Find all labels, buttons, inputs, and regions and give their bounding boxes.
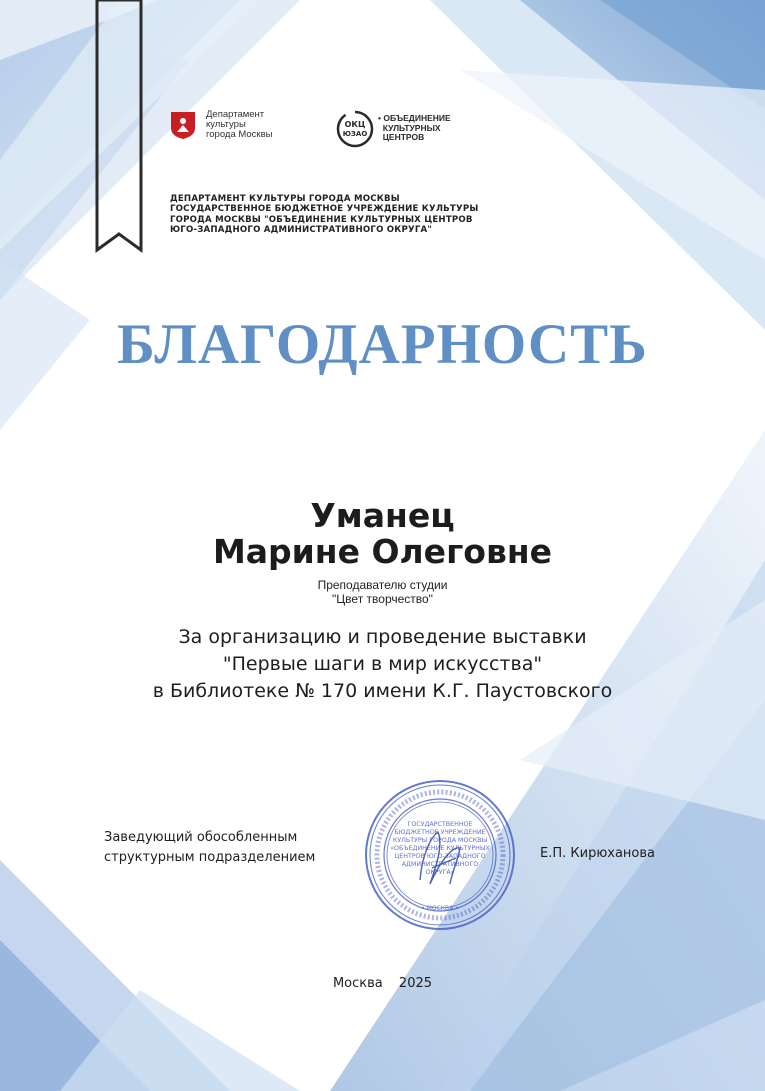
svg-text:ОКЦ: ОКЦ — [344, 120, 366, 129]
recipient-name: Марине Олеговне — [212, 532, 553, 571]
signatory-position — [104, 828, 315, 868]
org-line-4: ЮГО-ЗАПАДНОГО АДМИНИСТРАТИВНОГО ОКРУГА" — [170, 224, 433, 235]
svg-text:ОКРУГА»: ОКРУГА» — [425, 869, 455, 876]
okc-logo-icon — [333, 107, 377, 151]
footer-city: Москва — [332, 976, 383, 991]
recipient-role-line-2: "Цвет творчество" — [332, 592, 433, 606]
official-seal-stamp — [360, 776, 520, 934]
reason-line-1: За организацию и проведение выставки — [178, 626, 587, 648]
svg-text:• МОСКВА •: • МОСКВА • — [421, 905, 459, 912]
footer — [0, 976, 765, 991]
okc-logo-text: • ОБЪЕДИНЕНИЕ КУЛЬТУРНЫХ ЦЕНТРОВ — [378, 113, 451, 142]
svg-text:БЮДЖЕТНОЕ УЧРЕЖДЕНИЕ: БЮДЖЕТНОЕ УЧРЕЖДЕНИЕ — [394, 829, 486, 836]
reason-line-3: в Библиотеке № 170 имени К.Г. Паустовского — [152, 680, 613, 702]
recipient-role-line-1: Преподавателю студии — [317, 578, 448, 592]
svg-text:ЦЕНТРОВ ЮГО-ЗАПАДНОГО: ЦЕНТРОВ ЮГО-ЗАПАДНОГО — [394, 853, 486, 860]
org-line-2: ГОСУДАРСТВЕННОЕ БЮДЖЕТНОЕ УЧРЕЖДЕНИЕ КУЛЬТУРЫ — [170, 204, 479, 215]
svg-text:ЮЗАО: ЮЗАО — [342, 130, 368, 138]
moscow-department-logo-text: Департамент культуры города Москвы — [206, 109, 273, 140]
svg-text:ГОСУДАРСТВЕННОЕ: ГОСУДАРСТВЕННОЕ — [407, 821, 473, 828]
reason-line-2: "Первые шаги в мир искусства" — [222, 653, 543, 675]
svg-text:АДМИНИСТРАТИВНОГО: АДМИНИСТРАТИВНОГО — [401, 861, 479, 868]
org-line-3: ГОРОДА МОСКВЫ "ОБЪЕДИНЕНИЕ КУЛЬТУРНЫХ ЦЕНТРОВ — [170, 214, 473, 225]
signatory-position-line-2: структурным подразделением — [104, 850, 316, 865]
recipient-surname: Уманец — [310, 496, 455, 535]
signatory-position-line-1: Заведующий обособленным — [104, 830, 298, 845]
organization-header — [170, 194, 478, 235]
svg-text:«ОБЪЕДИНЕНИЕ КУЛЬТУРНЫХ: «ОБЪЕДИНЕНИЕ КУЛЬТУРНЫХ — [390, 845, 490, 852]
certificate-title: БЛАГОДАРНОСТЬ — [117, 313, 648, 376]
signatory-name: Е.П. Кирюханова — [540, 846, 656, 861]
moscow-coat-of-arms-icon — [168, 110, 198, 140]
org-line-1: ДЕПАРТАМЕНТ КУЛЬТУРЫ ГОРОДА МОСКВЫ — [170, 194, 400, 204]
svg-text:КУЛЬТУРЫ ГОРОДА МОСКВЫ: КУЛЬТУРЫ ГОРОДА МОСКВЫ — [392, 837, 488, 844]
footer-year: 2025 — [398, 976, 433, 991]
